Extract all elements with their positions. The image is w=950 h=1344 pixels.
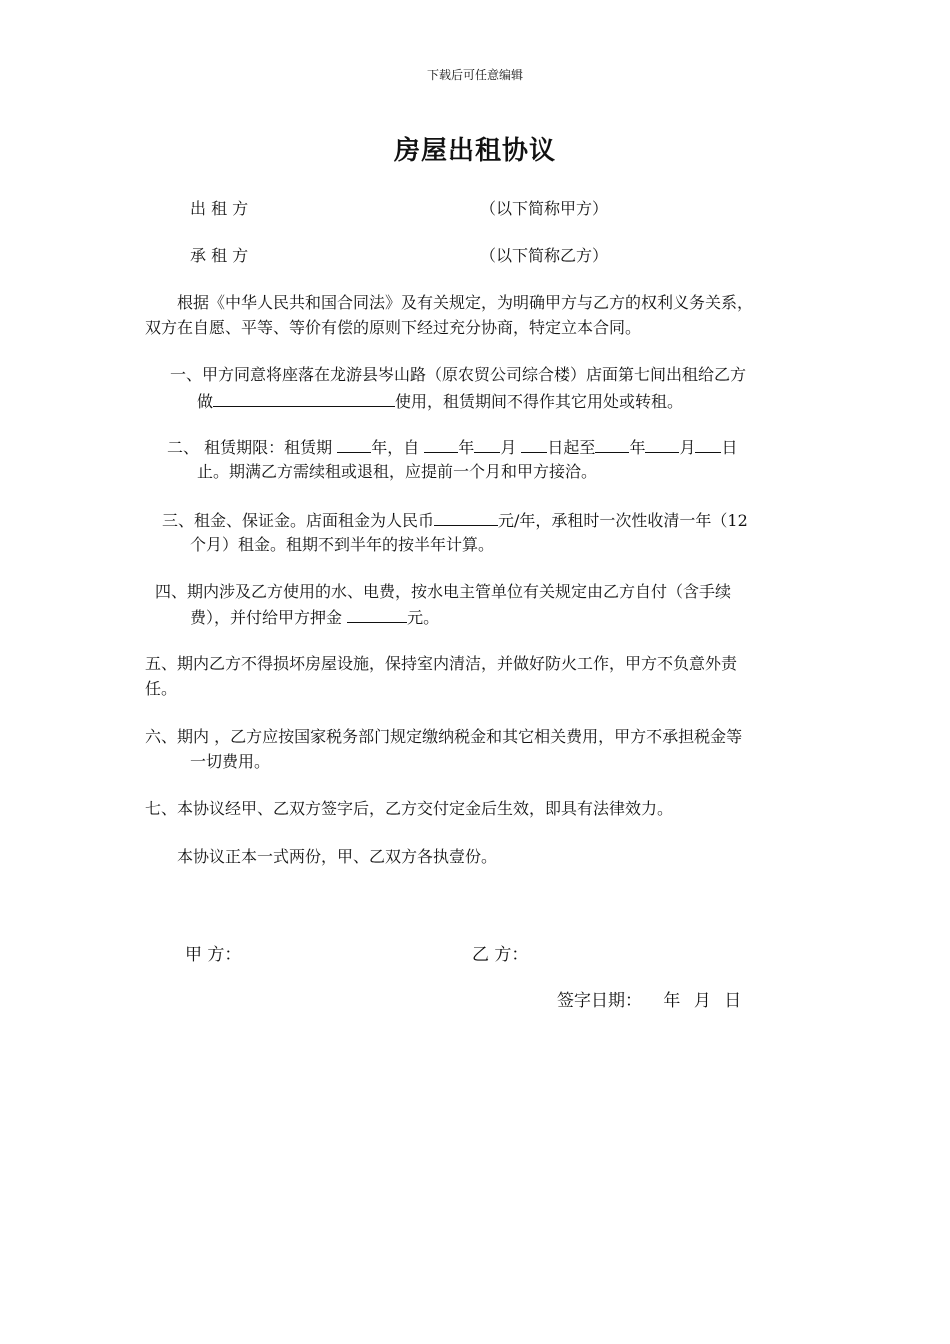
start-month-blank[interactable]: [474, 436, 500, 453]
copies-statement: 本协议正本一式两份，甲、乙双方各执壹份。: [177, 847, 498, 866]
clause-6-line-2: 一切费用。: [190, 752, 271, 771]
clause-1-line-1: 一、甲方同意将座落在龙游县岑山路（原农贸公司综合楼）店面第七间出租给乙方: [170, 365, 747, 384]
party-a-signature-label: 甲 方：: [185, 945, 242, 965]
clause-2-line-1: [167, 436, 737, 459]
lessee-label: 承 租 方: [190, 246, 249, 265]
end-month-blank[interactable]: [645, 436, 679, 453]
lessor-note: （以下简称甲方）: [480, 199, 609, 218]
clause-2-start-day-unit: 日起至: [547, 438, 596, 457]
usage-blank[interactable]: [213, 390, 395, 407]
clause-4-line-1: 四、期内涉及乙方使用的水、电费，按水电主管单位有关规定由乙方自付（含手续: [155, 582, 732, 601]
clause-4-tail: 元。: [407, 608, 440, 627]
deposit-blank[interactable]: [347, 606, 407, 623]
clause-2-end-year-unit: 年: [629, 438, 646, 457]
lessor-label: 出 租 方: [190, 199, 249, 218]
clause-5-line-1: 五、期内乙方不得损坏房屋设施，保持室内清洁，并做好防火工作，甲方不负意外责: [145, 654, 738, 673]
rent-amount-blank[interactable]: [434, 509, 498, 526]
clause-2-line-2: 止。期满乙方需续租或退租，应提前一个月和甲方接洽。: [197, 462, 598, 481]
clause-2-start-year-unit: 年: [458, 438, 475, 457]
clause-7: 七、本协议经甲、乙双方签字后，乙方交付定金后生效，即具有法律效力。: [145, 799, 674, 818]
signing-date-day: 日: [724, 991, 742, 1011]
clause-1-line-2: [197, 390, 683, 413]
header-note: 下载后可任意编辑: [426, 68, 523, 82]
clause-1-suffix: 使用，租赁期间不得作其它用处或转租。: [395, 392, 684, 411]
signing-date-year: 年: [663, 991, 681, 1011]
clause-2-lead: 二、 租赁期限：租赁期: [167, 438, 333, 457]
clause-3-lead: 三、租金、保证金。店面租金为人民币: [162, 511, 435, 530]
clause-2-year-from: 年，自: [371, 438, 420, 457]
clause-3-line-2: 个月）租金。租期不到半年的按半年计算。: [190, 535, 495, 554]
signing-date-label: 签字日期：: [557, 991, 642, 1011]
end-day-blank[interactable]: [695, 436, 721, 453]
start-year-blank[interactable]: [424, 436, 458, 453]
clause-6-line-1: 六、期内 ，乙方应按国家税务部门规定缴纳税金和其它相关费用，甲方不承担税金等: [145, 727, 743, 746]
clause-2-end-month-unit: 月: [679, 438, 696, 457]
signing-date-month: 月: [693, 991, 711, 1011]
intro-line-2: 双方在自愿、平等、等价有偿的原则下经过充分协商，特定立本合同。: [145, 318, 642, 337]
document-title: 房屋出租协议: [393, 136, 556, 166]
clause-2-end-day-unit: 日: [721, 438, 738, 457]
start-day-blank[interactable]: [521, 436, 547, 453]
clause-1-prefix: 做: [197, 392, 214, 411]
term-years-blank[interactable]: [337, 436, 371, 453]
party-b-signature-label: 乙 方：: [472, 945, 529, 965]
intro-line-1: 根据《中华人民共和国合同法》及有关规定，为明确甲方与乙方的权利义务关系，: [177, 293, 754, 312]
signing-date: [557, 986, 741, 1011]
end-year-blank[interactable]: [595, 436, 629, 453]
clause-5-line-2: 任。: [145, 679, 178, 698]
lessee-note: （以下简称乙方）: [480, 246, 609, 265]
clause-4-lead: 费），并付给甲方押金: [190, 608, 343, 627]
clause-3-tail: 元/年，承租时一次性收清一年（12: [498, 511, 748, 530]
clause-4-line-2: [190, 606, 439, 629]
clause-3-line-1: [162, 509, 748, 532]
clause-2-start-month-unit: 月: [500, 438, 517, 457]
